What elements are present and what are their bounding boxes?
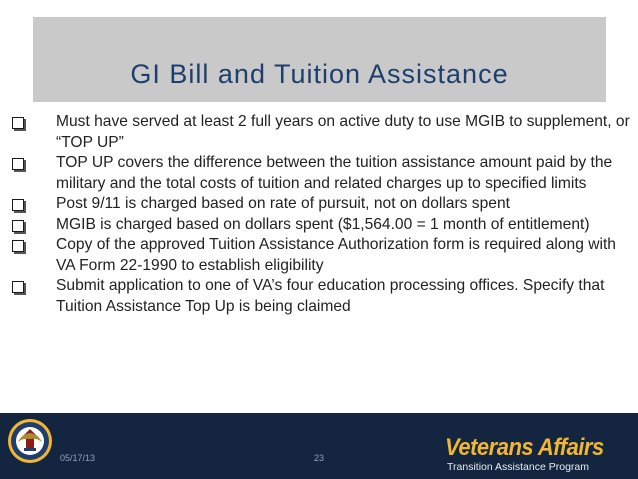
bullet-text: TOP UP covers the difference between the tuition assistance amount paid by the military and the total costs of tuition and related charges up to specified limits <box>56 154 613 192</box>
footer-date: 05/17/13 <box>60 453 96 463</box>
checkbox-bullet-icon <box>12 220 24 232</box>
checkbox-bullet-icon <box>12 199 24 211</box>
bullet-text: Copy of the approved Tuition Assistance Authorization form is required along with VA Form 22-1990 to establish eligibility <box>56 236 616 274</box>
bullet-item <box>6 153 631 194</box>
bullet-item <box>6 194 631 215</box>
bullet-item <box>6 276 631 317</box>
bullet-item <box>6 235 631 276</box>
va-seal-icon <box>7 418 53 464</box>
va-logo-name: Veterans Affairs <box>445 432 604 461</box>
page-number: 23 <box>314 453 325 463</box>
checkbox-bullet-icon <box>12 158 24 170</box>
va-logo-subtitle: Transition Assistance Program <box>447 461 590 473</box>
title-bar <box>33 17 606 102</box>
footer-bar <box>0 413 638 479</box>
va-logo <box>445 432 635 473</box>
bullet-text: Submit application to one of VA’s four education processing offices. Specify that Tuition Assistance Top Up is being claimed <box>56 277 605 315</box>
checkbox-bullet-icon <box>12 240 24 252</box>
bullet-text: Must have served at least 2 full years on active duty to use MGIB to supplement, or “TOP UP” <box>56 113 630 151</box>
bullet-text: Post 9/11 is charged based on rate of pursuit, not on dollars spent <box>56 195 510 212</box>
bullet-list <box>6 112 631 317</box>
bullet-item <box>6 215 631 236</box>
checkbox-bullet-icon <box>12 281 24 293</box>
slide-title: GI Bill and Tuition Assistance <box>130 59 509 89</box>
bullet-text: MGIB is charged based on dollars spent ($1,564.00 = 1 month of entitlement) <box>56 215 590 233</box>
bullet-item <box>6 112 631 153</box>
checkbox-bullet-icon <box>12 117 24 129</box>
